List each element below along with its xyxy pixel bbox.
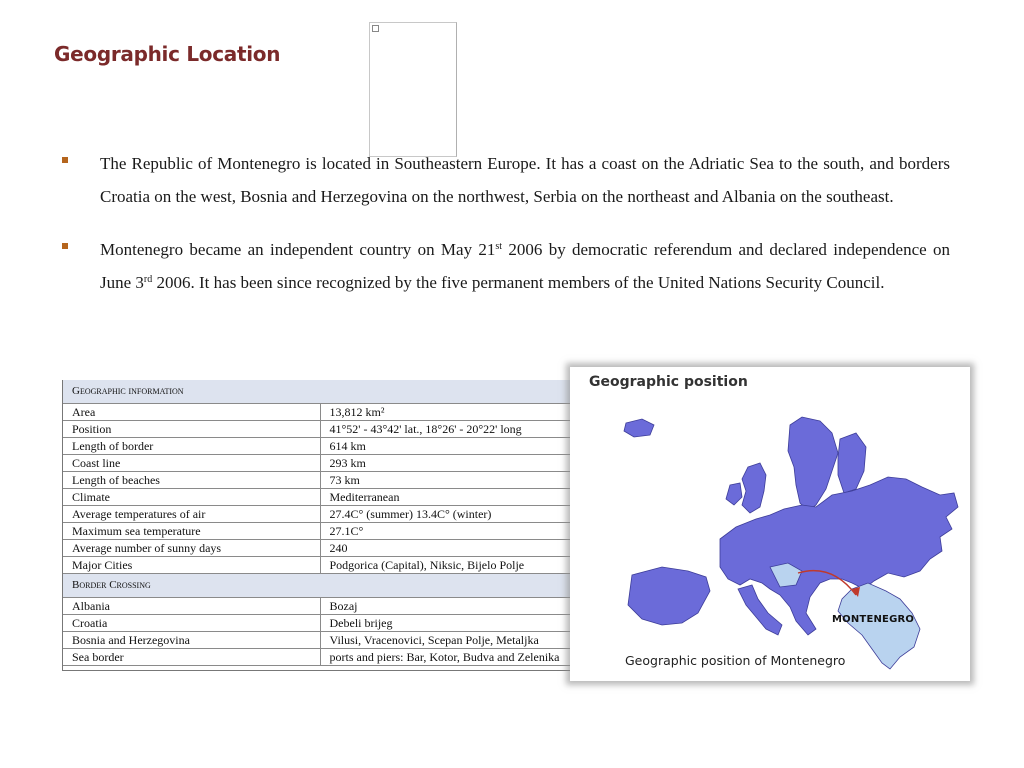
row-label-cell: Maximum sea temperature (63, 523, 320, 540)
table-row (63, 598, 571, 615)
row-label-cell: Croatia (63, 615, 320, 632)
row-label-cell: Sea border (63, 649, 320, 666)
map-iceland (624, 419, 654, 437)
table-section-header (63, 574, 571, 598)
row-label-cell: Position (63, 421, 320, 438)
table-row (63, 632, 571, 649)
map-finland (838, 433, 866, 493)
table-row (63, 615, 571, 632)
row-value-cell: 614 km (320, 438, 571, 455)
bullet-square-icon (62, 243, 68, 249)
row-value-cell: Vilusi, Vracenovici, Scepan Polje, Metaljka (320, 632, 571, 649)
row-label-cell: Albania (63, 598, 320, 615)
section-header-cell: Geographic information (63, 380, 571, 404)
row-label-cell: Length of beaches (63, 472, 320, 489)
row-value-cell: 27.4C° (summer) 13.4C° (winter) (320, 506, 571, 523)
row-value-cell: 27.1C° (320, 523, 571, 540)
map-iberia (628, 567, 710, 625)
bullet-item (62, 233, 950, 299)
row-label-cell: Area (63, 404, 320, 421)
broken-image-placeholder (369, 22, 457, 157)
row-label-cell: Bosnia and Herzegovina (63, 632, 320, 649)
row-label-cell: Average number of sunny days (63, 540, 320, 557)
row-value-cell: 13,812 km² (320, 404, 571, 421)
bullet-item (62, 147, 950, 213)
table-row (63, 506, 571, 523)
europe-map-icon (570, 367, 970, 681)
table-row (63, 649, 571, 666)
slide-title: Geographic Location (54, 42, 281, 66)
table-row (63, 455, 571, 472)
map-britain (742, 463, 766, 513)
row-label-cell: Climate (63, 489, 320, 506)
map-montenegro-enlarged (838, 583, 920, 669)
row-value-cell: 73 km (320, 472, 571, 489)
row-value-cell: Bozaj (320, 598, 571, 615)
map-title: Geographic position (589, 374, 748, 390)
row-value-cell: Mediterranean (320, 489, 571, 506)
table-row (63, 438, 571, 455)
map-ireland (726, 483, 742, 505)
broken-image-icon (372, 25, 379, 32)
row-label-cell: Average temperatures of air (63, 506, 320, 523)
row-value-cell: ports and piers: Bar, Kotor, Budva and Zelenika (320, 649, 571, 666)
row-value-cell: 41°52' - 43°42' lat., 18°26' - 20°22' long (320, 421, 571, 438)
bullet-text: Montenegro became an independent country on May 21st 2006 by democratic referendum and declared independence on June 3rd 2006. It has been since recognized by the five permanent members of the United Nations Security Council. (100, 240, 950, 292)
geographic-position-map (570, 367, 970, 681)
bullet-square-icon (62, 157, 68, 163)
table-row (63, 557, 571, 574)
row-label-cell: Length of border (63, 438, 320, 455)
table-row (63, 472, 571, 489)
bullet-text: The Republic of Montenegro is located in Southeastern Europe. It has a coast on the Adriatic Sea to the south, and borders Croatia on the west, Bosnia and Herzegovina on the northwest, Serbia on the northeast and Albania on the southeast. (100, 154, 950, 206)
row-value-cell: Podgorica (Capital), Niksic, Bijelo Polje (320, 557, 571, 574)
bullet-list (62, 147, 950, 299)
row-value-cell: Debeli brijeg (320, 615, 571, 632)
row-label-cell: Coast line (63, 455, 320, 472)
table-row (63, 523, 571, 540)
montenegro-label: MONTENEGRO (832, 614, 915, 625)
geographic-info-table (62, 380, 571, 671)
row-value-cell: 293 km (320, 455, 571, 472)
table-row (63, 421, 571, 438)
map-caption: Geographic position of Montenegro (625, 653, 846, 668)
row-label-cell: Major Cities (63, 557, 320, 574)
section-header-cell: Border Crossing (63, 574, 571, 598)
table-row (63, 489, 571, 506)
table-row (63, 404, 571, 421)
table-section-header (63, 380, 571, 404)
row-value-cell: 240 (320, 540, 571, 557)
table-row (63, 540, 571, 557)
